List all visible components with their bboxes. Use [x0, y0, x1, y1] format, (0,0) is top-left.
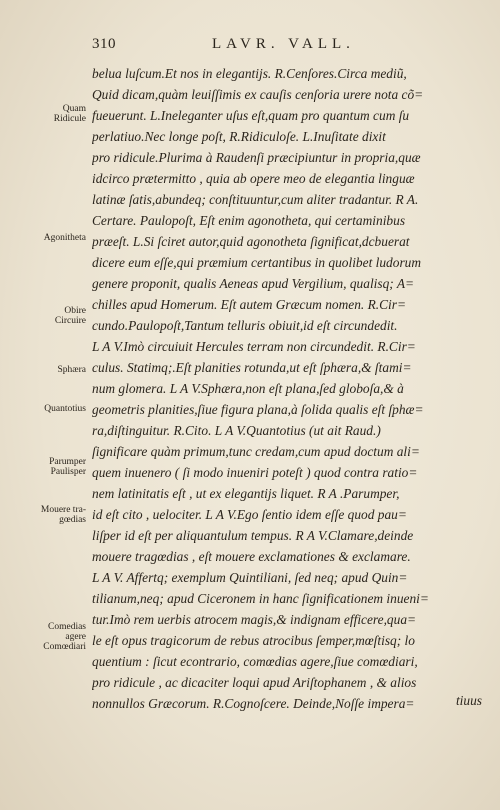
page-header [92, 36, 482, 56]
margin-notes [0, 0, 92, 810]
text-line: L A V. Affertq; exemplum Quintiliani, ſed neq; apud Quin= [92, 570, 408, 585]
margin-note-obire: Obire Circuire [54, 306, 86, 326]
text-line: quem inuenero ( ſi modo inueniri poteſt ) quod contra ratio= [92, 465, 418, 480]
margin-note-comoedias: Comedias agere Comœdiari [43, 622, 86, 652]
text-line: fueuerunt. L.Ineleganter uſus eſt,quam pro quantum cum ſu [92, 108, 410, 123]
text-line: nem latinitatis eſt , ut ex elegantijs liquet. R A .Parumper, [92, 486, 400, 501]
text-line: genere proponit, qualis Aeneas apud Vergilium, qualisq; A= [92, 276, 415, 291]
margin-note-mouere-tragoedias: Mouere tra- gœdias [40, 505, 86, 525]
page-number: 310 [92, 36, 116, 52]
text-line: dicere eum eſſe,qui præmium certantibus in quolibet ludorum [92, 255, 422, 270]
text-line: culus. Statimq;.Eſt planities rotunda,ut eſt ſphæra,& ſtami= [92, 360, 412, 375]
text-line: ſignificare quàm primum,tunc credam,cum apud doctum ali= [92, 444, 420, 459]
margin-note-quam: Quam Ridicule [53, 104, 86, 124]
text-line: pro ridicule.Plurima à Raudenſi præcipiuntur in propria,quæ [92, 150, 421, 165]
text-line: quentium : ſicut econtrario, comœdias agere,ſiue comœdiari, [92, 654, 418, 669]
text-line: nonnullos Græcorum. R.Cognoſcere. Deinde,Noſſe impera= [92, 696, 415, 711]
text-line: Quid dicam,quàm leuiſſimis ex cauſis cenſoria urere nota cõ= [92, 87, 424, 102]
margin-note-sphaera: Sphæra [57, 365, 86, 375]
text-line: liſper id eſt per aliquantulum tempus. R A V.Clamare,deinde [92, 528, 414, 543]
text-line: cundo.Paulopoſt,Tantum telluris obiuit,id eſt circundedit. [92, 318, 398, 333]
margin-note-agonitheta: Agonitheta [43, 233, 86, 243]
margin-note-parumper: Parumper Paulisper [49, 457, 86, 477]
text-line: latinæ ſatis,abundeq; conſtituuntur,cum aliter tradantur. R A. [92, 192, 419, 207]
running-head: LAVR. VALL. [212, 36, 355, 52]
text-line: geometris planities,ſiue figura plana,à ſolida qualis eſt ſphæ= [92, 402, 424, 417]
text-line: præeſt. L.Si ſciret autor,quid agonotheta ſignificat,dcbuerat [92, 234, 410, 249]
text-line: Certare. Paulopoſt, Eſt enim agonotheta, qui certaminibus [92, 213, 406, 228]
text-line: L A V.Imò circuiuit Hercules terram non circundedit. R.Cir= [92, 339, 416, 354]
text-line: belua luſcum.Et nos in elegantijs. R.Cenſores.Circa mediũ, [92, 66, 407, 81]
catchword: tiuus [455, 693, 482, 708]
text-line: id eſt cito , uelociter. L A V.Ego ſentio idem eſſe quod pau= [92, 507, 407, 522]
text-line: pro ridicule , ac dicaciter loqui apud Ariſtophanem , & alios [92, 675, 417, 690]
text-line: tilianum,neq; apud Ciceronem in hanc ſignificationem inueni= [92, 591, 429, 606]
text-line: mouere tragœdias , eſt mouere exclamationes & exclamare. [92, 549, 411, 564]
text-line: perlatiuo.Nec longe poſt, R.Ridiculoſe. L.Inuſitate dixit [92, 129, 386, 144]
margin-note-quantotius: Quantotius [44, 404, 86, 414]
text-line: le eſt opus tragicorum de rebus atrocibus ſemper,mœſtisq; lo [92, 633, 415, 648]
text-line: tur.Imò rem uerbis atrocem magis,& indignam efficere,qua= [92, 612, 417, 627]
text-line: chilles apud Homerum. Eſt autem Græcum nomen. R.Cir= [92, 297, 407, 312]
text-line: ra,diſtinguitur. R.Cito. L A V.Quantotius (ut ait Raud.) [92, 423, 381, 438]
text-line: idcirco prætermitto , quia ab opere meo de elegantia linguæ [92, 171, 415, 186]
text-line: num glomera. L A V.Sphæra,non eſt plana,ſed globoſa,& à [92, 381, 404, 396]
